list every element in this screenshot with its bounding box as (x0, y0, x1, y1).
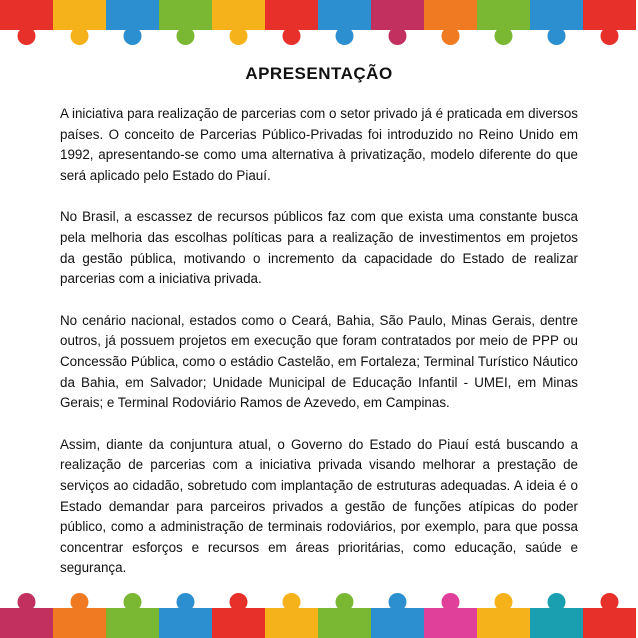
puzzle-piece (318, 0, 380, 45)
puzzle-piece (371, 0, 424, 45)
puzzle-piece (159, 0, 212, 45)
paragraph-3: No cenário nacional, estados como o Ceará, Bahia, São Paulo, Minas Gerais, dentre outros, já possuem projetos em execução que foram contratados por meio de PPP ou Concessão Pública, como o estádio Castelão, em Fortaleza; Terminal Turístico Náutico da Bahia, em Salvador; Unidade Municipal de Educação Infantil - UMEI, em Minas Gerais; e Terminal Rodoviário Ramos de Azevedo, em Campinas. (60, 312, 578, 411)
puzzle-piece (318, 593, 380, 638)
puzzle-border-top (0, 0, 638, 60)
page-title: APRESENTAÇÃO (245, 64, 393, 83)
puzzle-border-bottom (0, 578, 638, 638)
paragraph-2: No Brasil, a escassez de recursos públicos faz com que exista uma constante busca pela melhoria das escolhas políticas para a realização de investimentos em projetos da gestão pública, motivando o incremento da capacidade do Estado de realizar parcerias com a iniciativa privada. (60, 209, 578, 287)
puzzle-piece (371, 593, 424, 638)
puzzle-piece (212, 593, 274, 638)
puzzle-piece (265, 0, 318, 45)
puzzle-piece (583, 593, 636, 638)
puzzle-piece (53, 593, 106, 638)
puzzle-piece (212, 0, 274, 45)
puzzle-pieces-bottom (0, 578, 638, 638)
puzzle-piece (530, 593, 592, 638)
paragraph-4: Assim, diante da conjuntura atual, o Governo do Estado do Piauí está buscando a realização de parcerias com a iniciativa privada visando melhorar a prestação de serviços ao cidadão, sobretudo com implantação de estruturas adequadas. A ideia é o Estado demandar para parceiros privados a gestão de funções atípicas do poder público, como a administração de terminais rodoviários, por exemplo, para que possa concentrar esforços e recursos em áreas prioritárias, como educação, saúde e segurança. (60, 436, 578, 576)
puzzle-piece (0, 593, 62, 638)
puzzle-piece (265, 593, 318, 638)
document-body (60, 60, 578, 600)
puzzle-piece (106, 0, 168, 45)
puzzle-piece (583, 0, 636, 45)
puzzle-piece (424, 593, 486, 638)
puzzle-piece (0, 0, 62, 45)
puzzle-piece (477, 0, 530, 45)
puzzle-pieces-top (0, 0, 638, 60)
puzzle-piece (424, 0, 486, 45)
puzzle-piece (53, 0, 106, 45)
puzzle-piece (106, 593, 168, 638)
puzzle-piece (159, 593, 212, 638)
puzzle-piece (477, 593, 530, 638)
paragraph-1: A iniciativa para realização de parcerias com o setor privado já é praticada em diversos países. O conceito de Parcerias Público-Privadas foi introduzido no Reino Unido em 1992, apresentando-se como uma alternativa à privatização, modelo diferente do que será aplicado pelo Estado do Piauí. (60, 106, 578, 183)
puzzle-piece (530, 0, 592, 45)
